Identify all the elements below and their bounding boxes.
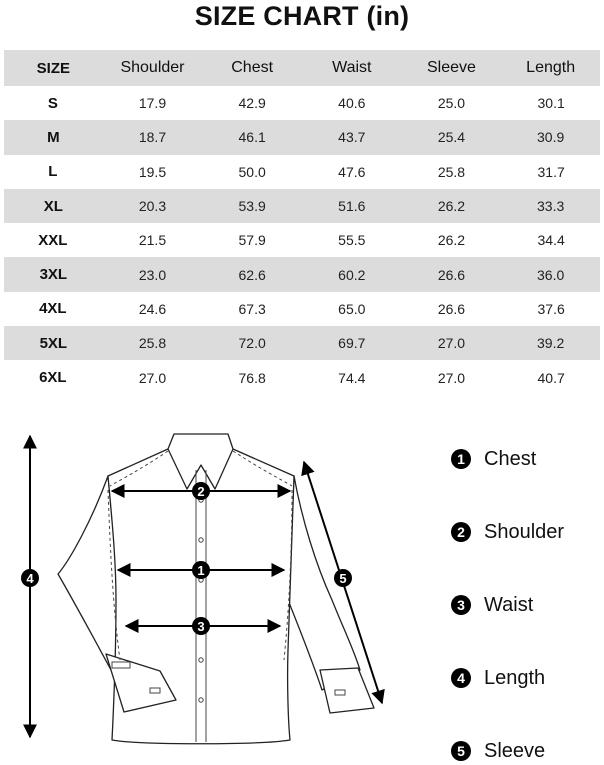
measurement-cell: 26.2 — [402, 189, 502, 223]
measurement-cell: 40.6 — [338, 95, 366, 112]
measurement-cell: 46.1 — [202, 120, 302, 154]
legend-item-length — [451, 665, 545, 691]
table-body — [3, 86, 601, 395]
measurement-cell: 65.0 — [338, 300, 366, 317]
size-cell: XL — [3, 189, 103, 223]
page-title: SIZE CHART (in) — [194, 1, 410, 31]
legend-item-waist — [451, 592, 533, 618]
table-row — [3, 292, 601, 326]
measurement-cell: 74.4 — [338, 369, 366, 386]
size-cell: 3XL — [3, 257, 103, 291]
measurement-cell: 34.4 — [537, 232, 565, 249]
size-cell: S — [47, 94, 58, 112]
measurement-cell: 27.0 — [138, 369, 167, 386]
legend-item-chest — [451, 446, 536, 472]
legend-badge-waist: 3 — [451, 595, 471, 615]
legend-badge-chest: 1 — [451, 449, 471, 469]
measurement-cell: 18.7 — [103, 120, 203, 154]
legend-badge-shoulder: 2 — [451, 522, 471, 542]
measurement-cell: 26.6 — [437, 300, 466, 317]
measurement-cell: 53.9 — [202, 189, 302, 223]
measurement-cell: 62.6 — [202, 257, 302, 291]
measurement-cell: 69.7 — [302, 326, 402, 360]
right-cuff — [320, 668, 374, 713]
measurement-cell: 27.0 — [402, 326, 502, 360]
measurement-cell: 25.4 — [402, 120, 502, 154]
measurement-cell: 43.7 — [302, 120, 402, 154]
measurement-cell: 37.6 — [537, 300, 565, 317]
legend-badge-sleeve: 5 — [451, 741, 471, 761]
table-row — [3, 189, 601, 223]
legend-item-sleeve — [451, 738, 545, 764]
legend-label-chest: Chest — [484, 447, 537, 470]
measurement-cell: 26.6 — [402, 257, 502, 291]
measurement-cell: 51.6 — [302, 189, 402, 223]
measurement-cell: 42.9 — [238, 95, 266, 112]
table-row — [3, 360, 601, 394]
table-header-row — [3, 50, 601, 86]
shirt-outline — [58, 434, 374, 744]
legend-label-shoulder: Shoulder — [484, 520, 565, 543]
measurement-cell: 21.5 — [138, 232, 167, 249]
table-row — [3, 223, 601, 257]
legend-item-shoulder — [451, 519, 564, 545]
chest-marker-label: 1 — [197, 563, 205, 578]
measurement-cell: 55.5 — [338, 232, 366, 249]
sleeve-marker-label: 5 — [339, 571, 347, 586]
header-shoulder: Shoulder — [103, 50, 203, 86]
measurement-cell: 26.2 — [437, 232, 466, 249]
size-cell: M — [3, 120, 103, 154]
table-row — [3, 86, 601, 120]
legend-badge-length: 4 — [451, 668, 471, 688]
measurement-cell: 47.6 — [338, 163, 366, 180]
header-chest: Chest — [202, 50, 302, 86]
chest-marker — [192, 561, 210, 579]
waist-marker — [192, 617, 210, 635]
size-cell: 5XL — [3, 326, 103, 360]
measurement-cell: 76.8 — [238, 369, 266, 386]
measurement-cell: 36.0 — [501, 257, 601, 291]
shirt-diagram — [0, 415, 420, 765]
size-cell: 4XL — [39, 300, 67, 318]
measurement-cell: 25.8 — [437, 163, 466, 180]
measurement-cell: 31.7 — [537, 163, 565, 180]
measurement-cell: 25.0 — [437, 95, 466, 112]
measurement-cell: 19.5 — [138, 163, 167, 180]
length-marker-label: 4 — [26, 571, 34, 586]
measurement-cell: 60.2 — [302, 257, 402, 291]
size-cell: L — [48, 163, 58, 181]
shoulder-marker — [192, 482, 210, 500]
measurement-cell: 50.0 — [238, 163, 266, 180]
measurement-cell: 57.9 — [238, 232, 266, 249]
size-chart-table — [2, 50, 602, 395]
measurement-cell: 40.7 — [537, 369, 565, 386]
measurement-cell: 17.9 — [138, 95, 167, 112]
size-cell: 6XL — [39, 369, 67, 387]
measurement-cell: 25.8 — [103, 326, 203, 360]
measurement-cell: 23.0 — [103, 257, 203, 291]
table-row — [3, 257, 601, 291]
measurement-cell: 67.3 — [238, 300, 266, 317]
measurement-cell: 20.3 — [103, 189, 203, 223]
measurement-cell: 39.2 — [501, 326, 601, 360]
length-marker — [21, 569, 39, 587]
measurement-cell: 72.0 — [202, 326, 302, 360]
legend-label-length: Length — [484, 666, 546, 689]
sleeve-marker — [334, 569, 352, 587]
measurement-cell: 24.6 — [138, 300, 167, 317]
measurement-cell: 30.1 — [537, 95, 565, 112]
shoulder-marker-label: 2 — [197, 484, 205, 499]
header-length: Length — [501, 50, 601, 86]
header-sleeve: Sleeve — [402, 50, 502, 86]
table-row — [3, 326, 601, 360]
measurement-cell: 30.9 — [501, 120, 601, 154]
table-row — [3, 120, 601, 154]
header-waist: Waist — [302, 50, 402, 86]
legend-label-waist: Waist — [484, 593, 534, 616]
measurement-cell: 27.0 — [437, 369, 466, 386]
measurement-cell: 33.3 — [501, 189, 601, 223]
table-row — [3, 155, 601, 189]
waist-marker-label: 3 — [197, 619, 205, 634]
legend-label-sleeve: Sleeve — [484, 739, 546, 762]
header-size: SIZE — [3, 50, 103, 86]
size-cell: XXL — [38, 231, 68, 249]
